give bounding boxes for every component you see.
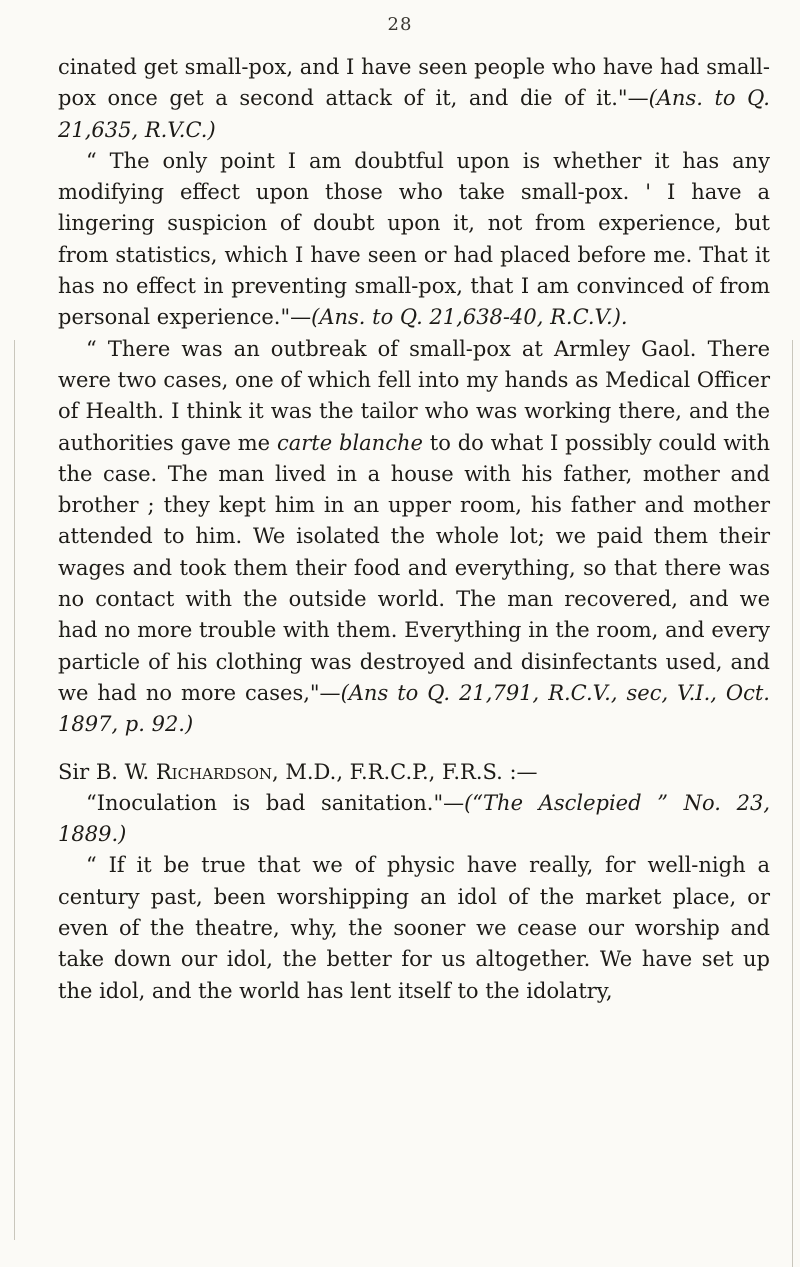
left-gutter-rule <box>14 340 15 1240</box>
speaker-name: B. W. Richardson, <box>95 759 279 784</box>
emphasis-carte-blanche: carte blanche <box>276 430 423 455</box>
paragraph-inoculation: “Inoculation is bad sanitation."—(“The Asclepied ” No. 23, 1889.) <box>58 790 770 847</box>
paragraph-continuation: cinated get small-pox, and I have seen people who have had small-pox once get a second attack of it, and die of it."—(Ans. to Q. 21,635, R.V.C.) <box>58 55 770 142</box>
speaker-heading: Sir B. W. Richardson, M.D., F.R.C.P., F.R.S. :— <box>58 759 538 784</box>
citation: (Ans. to Q. 21,635, R.V.C.) <box>58 86 770 142</box>
right-gutter-rule <box>792 340 793 1267</box>
paragraph-armley-gaol: “ There was an outbreak of small-pox at Armley Gaol. There were two cases, one of which fell into my hands as Medical Officer of Health. I think it was the tailor who was working there, and the authorities gave me carte blanche to do what I possibly could with the case. The man lived in a house with his father, mother and brother ; they kept him in an upper room, his father and mother attended to him. We isolated the whole lot; we paid them their wages and took them their food and everything, so that there was no contact with the outside world. The man recovered, and we had no more trouble with them. Everything in the room, and every particle of his clothing was destroyed and disinfectants used, and we had no more cases,"—(Ans to Q. 21,791, R.C.V., sec, V.I., Oct. 1897, p. 92.) <box>58 336 770 737</box>
citation: (Ans. to Q. 21,638-40, R.C.V.). <box>311 305 628 330</box>
body-text <box>58 52 770 1007</box>
paragraph-quote: “ The only point I am doubtful upon is whether it has any modifying effect upon those who take small-pox. ' I have a lingering suspicion of doubt upon it, not from experience, but from statistics, which I have seen or had placed before me. That it has no effect in preventing small-pox, that I am convinced of from personal experience."—(Ans. to Q. 21,638-40, R.C.V.). <box>58 148 770 330</box>
citation: (“The Asclepied ” No. 23, 1889.) <box>58 790 770 847</box>
page-number: 28 <box>387 14 413 35</box>
paragraph-idol: “ If it be true that we of physic have really, for well-nigh a century past, been worshipping an idol of the market place, or even of the theatre, why, the sooner we cease our worship and take down our idol, the better for us altogether. We have set up the idol, and the world has lent itself to the idolatry, <box>58 853 770 1003</box>
citation: (Ans to Q. 21,791, R.C.V., sec, V.I., Oct. 1897, p. 92.) <box>58 680 770 737</box>
